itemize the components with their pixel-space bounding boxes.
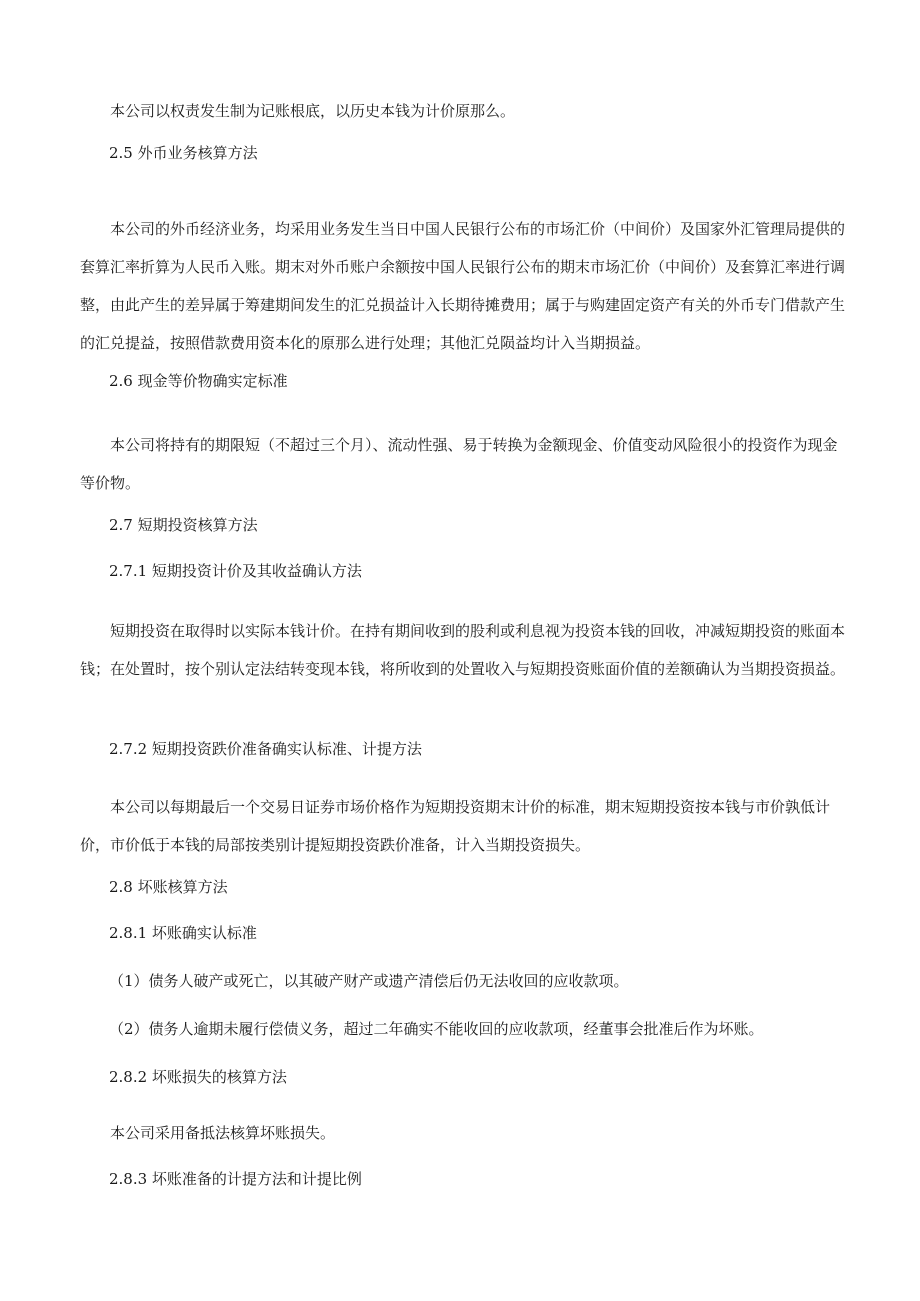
- list-item-1: （1）债务人破产或死亡，以其破产财产或遗产清偿后仍无法收回的应收款项。: [109, 972, 629, 990]
- heading-2-7: 2.7 短期投资核算方法: [109, 516, 258, 534]
- paragraph-2-5: 本公司的外币经济业务，均采用业务发生当日中国人民银行公布的市场汇价（中间价）及国家外汇管理局提供的套算汇率折算为人民币入账。期末对外币账户余额按中国人民银行公布的期末市场汇价（中间价）及套算汇率进行调整，由此产生的差异属于筹建期间发生的汇兑损益计入长期待摊费用；属于与购建固定资产有关的外币专门借款产生的汇兑提益，按照借款费用资本化的原那么进行处理；其他汇兑陨益均计入当期损益。: [80, 220, 846, 352]
- paragraph-2-6: 本公司将持有的期限短（不超过三个月）、流动性强、易于转换为金额现金、价值变动风险很小的投资作为现金等价物。: [80, 436, 838, 492]
- paragraph-2-7-2: 本公司以每期最后一个交易日证券市场价格作为短期投资期末计价的标准，期末短期投资按本钱与市价孰低计价，市价低于本钱的局部按类别计提短期投资跌价准备，计入当期投资损失。: [80, 798, 831, 854]
- heading-2-8: 2.8 坏账核算方法: [109, 878, 228, 896]
- paragraph-2-7-1: 短期投资在取得时以实际本钱计价。在持有期间收到的股利或利息视为投资本钱的回收，冲减短期投资的账面本钱；在处置时，按个别认定法结转变现本钱，将所收到的处置收入与短期投资账面价值的差额确认为当期投资损益。: [80, 622, 846, 678]
- heading-2-7-1: 2.7.1 短期投资计价及其收益确认方法: [109, 562, 362, 580]
- heading-2-8-2: 2.8.2 坏账损失的核算方法: [109, 1068, 287, 1086]
- heading-2-8-3: 2.8.3 坏账准备的计提方法和计提比例: [109, 1170, 362, 1188]
- heading-2-7-2: 2.7.2 短期投资跌价准备确实认标准、计提方法: [109, 740, 422, 758]
- list-item-2: （2）债务人逾期未履行偿债义务，超过二年确实不能收回的应收款项，经董事会批准后作为坏账。: [109, 1020, 764, 1038]
- paragraph-2-8-2: 本公司采用备抵法核算坏账损失。: [110, 1124, 336, 1142]
- heading-2-8-1: 2.8.1 坏账确实认标准: [109, 924, 257, 942]
- paragraph-accounting-basis: 本公司以权责发生制为记账根底，以历史本钱为计价原那么。: [110, 102, 516, 120]
- heading-2-5: 2.5 外币业务核算方法: [109, 144, 258, 162]
- heading-2-6: 2.6 现金等价物确实定标准: [109, 372, 288, 390]
